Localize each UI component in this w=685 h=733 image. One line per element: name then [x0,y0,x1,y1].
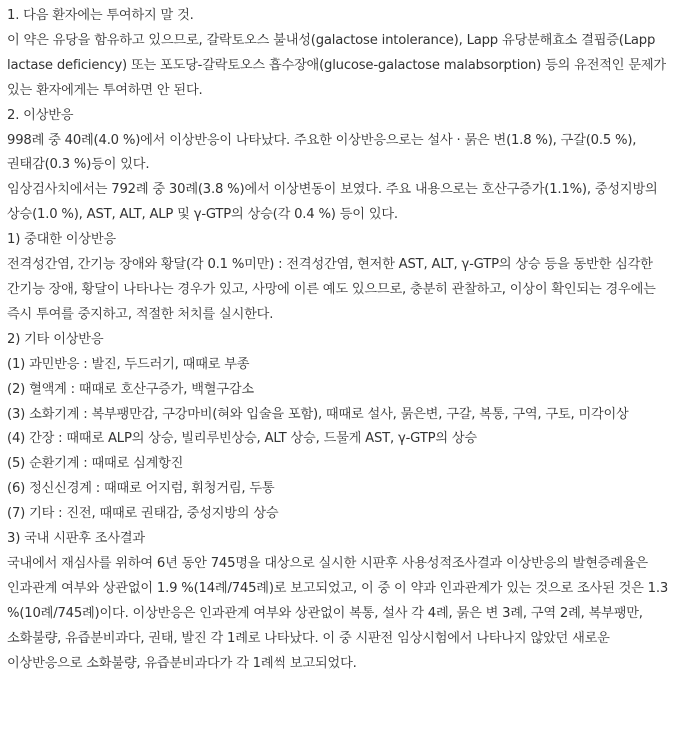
paragraph: 998례 중 40례(4.0 %)에서 이상반응이 나타났다. 주요한 이상반응으로는 설사 · 묽은 변(1.8 %), 구갈(0.5 %), 권태감(0.3 %)등이 있다. [7,132,637,173]
list-item: (5) 순환기계 : 때때로 심계항진 [7,456,184,472]
list-item: (1) 과민반응 : 발진, 두드러기, 때때로 부종 [7,356,250,372]
list-item: (7) 기타 : 진전, 때때로 권태감, 중성지방의 상승 [7,506,279,522]
document-body [7,4,677,676]
subsection-heading: 1) 중대한 이상반응 [7,232,116,248]
paragraph: 전격성간염, 간기능 장애와 황달(각 0.1 %미만) : 전격성간염, 현저한 AST, ALT, γ-GTP의 상승 등을 동반한 심각한 간기능 장애, 황달이 나타나는 경우가 있고, 사망에 이른 예도 있으므로, 충분히 관찰하고, 이상이 확인되는 경우에는 즉시 투여를 중지하고, 적절한 처치를 실시한다. [7,257,656,322]
subsection-heading: 2) 기타 이상반응 [7,331,104,347]
list-item: (2) 혈액계 : 때때로 호산구증가, 백혈구감소 [7,381,254,397]
list-item: (6) 정신신경계 : 때때로 어지럼, 휘청거림, 두통 [7,481,275,497]
list-item: (3) 소화기계 : 복부팽만감, 구강마비(혀와 입술을 포함), 때때로 설사, 묽은변, 구갈, 복통, 구역, 구토, 미각이상 [7,406,629,422]
paragraph: 임상검사치에서는 792례 중 30례(3.8 %)에서 이상변동이 보였다. 주요 내용으로는 호산구증가(1.1%), 중성지방의 상승(1.0 %), AST, ALT, ALP 및 γ-GTP의 상승(각 0.4 %) 등이 있다. [7,182,658,223]
paragraph: 이 약은 유당을 함유하고 있으므로, 갈락토오스 불내성(galactose intolerance), Lapp 유당분해효소 결핍증(Lapp lactase deficiency) 또는 포도당-갈락토오스 흡수장애(glucose-galactose malabsorption) 등의 유전적인 문제가 있는 환자에게는 투여하면 안 된다. [7,32,666,98]
section-heading: 2. 이상반응 [7,107,74,123]
paragraph: 국내에서 재심사를 위하여 6년 동안 745명을 대상으로 실시한 시판후 사용성적조사결과 이상반응의 발현증례율은 인과관계 여부와 상관없이 1.9 %(14례/745례)로 보고되었고, 이 중 이 약과 인과관계가 있는 것으로 조사된 것은 1.3 %(10례/745례)이다. 이상반응은 인과관계 여부와 상관없이 복통, 설사 각 4례, 묽은 변 3례, 구역 2례, 복부팽만, 소화불량, 유즙분비과다, 권태, 발진 각 1례로 나타났다. 이 중 시판전 임상시험에서 나타나지 않았던 새로운 이상반응으로 소화불량, 유즙분비과다가 각 1례씩 보고되었다. [7,555,669,671]
section-heading: 1. 다음 환자에는 투여하지 말 것. [7,8,194,23]
list-item: (4) 간장 : 때때로 ALP의 상승, 빌리루빈상승, ALT 상승, 드물게 AST, γ-GTP의 상승 [7,431,477,447]
subsection-heading: 3) 국내 시판후 조사결과 [7,531,145,547]
